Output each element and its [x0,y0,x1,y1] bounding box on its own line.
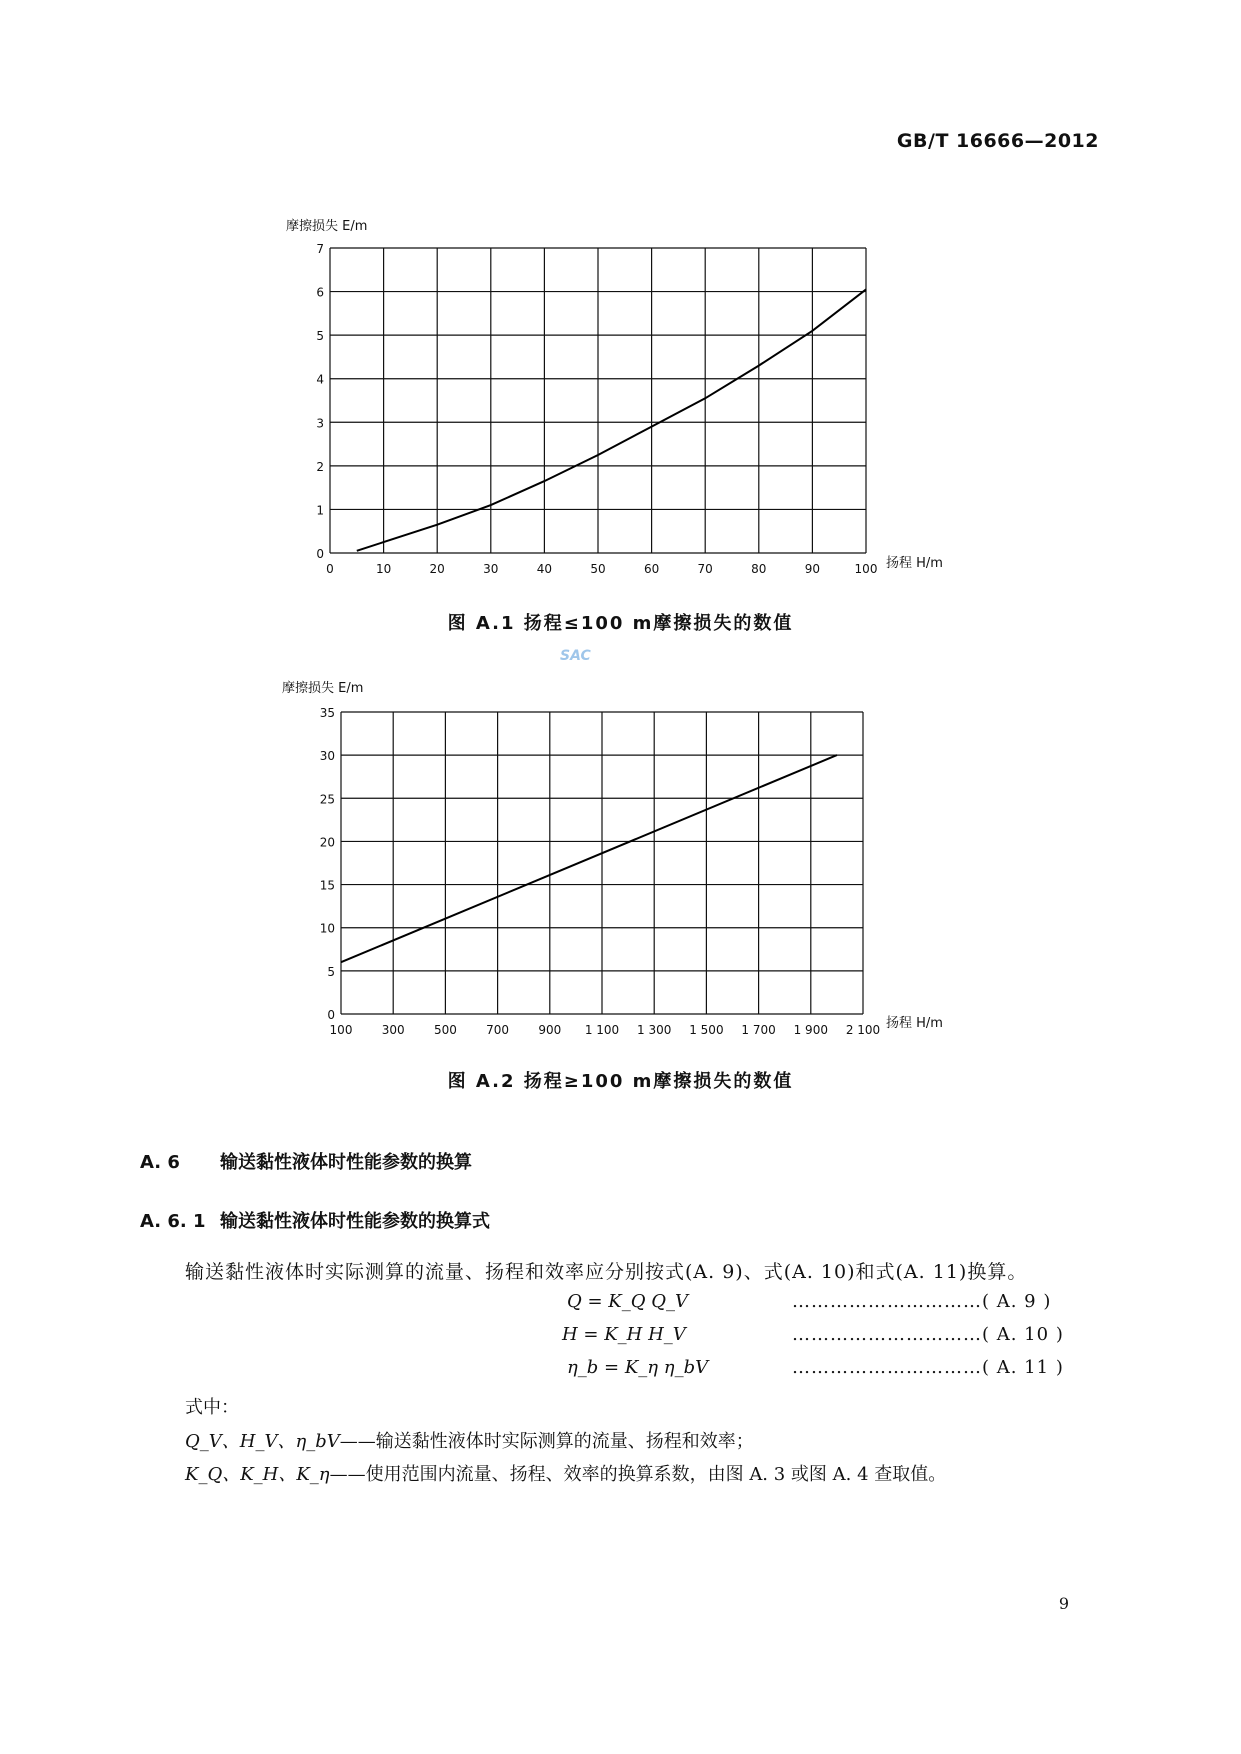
figure-a2-caption: 图 A.2 扬程≥100 m摩擦损失的数值 [447,1071,794,1092]
chart-a1-xtick-label: 90 [804,562,821,576]
chart-a1-ytick-label: 2 [316,459,324,474]
chart-a2-xtick-label: 1 500 [689,1023,724,1037]
where-label: 式中： [185,1397,239,1418]
chart-a2-xtick-label: 700 [486,1023,510,1037]
chart-a2-ylabel: 摩擦损失 E/m [282,681,364,696]
formula-a11: η_b = K_η η_bV [567,1357,709,1378]
chart-a2-xlabel: 扬程 H/m [886,1016,943,1031]
definition-symbols: K_Q、K_H、K_η [185,1464,330,1485]
chart-a2-series-line [341,755,837,962]
chart-a2-ytick-label: 10 [319,921,335,936]
chart-a2-xtick-label: 500 [433,1023,457,1037]
chart-a2-xtick-label: 1 100 [584,1023,620,1037]
chart-a1-ytick-label: 1 [316,503,324,518]
formula-a9: Q = K_Q Q_V [567,1291,688,1312]
section-a6-number: A. 6 [140,1152,180,1173]
chart-a1-xtick-label: 40 [536,562,553,576]
chart-a2-ytick-label: 30 [319,749,335,764]
definition-row [185,1427,754,1453]
standard-code: GB/T 16666—2012 [896,130,1099,152]
definition-text: ——使用范围内流量、扬程、效率的换算系数，由图 A. 3 或图 A. 4 查取值。 [329,1464,947,1485]
chart-a1-xtick-label: 70 [697,562,713,576]
chart-a1-xtick-label: 50 [590,562,606,576]
chart-a1-ytick-label: 4 [316,372,324,387]
chart-a1-ylabel: 摩擦损失 E/m [286,219,368,234]
formula-a10-ref: …………………………( A. 10 ) [792,1324,1064,1345]
definition-row [185,1460,946,1486]
chart-a1-ytick-label: 0 [316,547,324,561]
chart-a2-xtick-label: 300 [381,1023,405,1037]
section-a6-heading [140,1148,472,1174]
chart-a1-xtick-label: 80 [751,562,767,576]
page-number: 9 [1058,1594,1069,1613]
section-a6-title: 输送黏性液体时性能参数的换算 [220,1152,472,1173]
chart-a1-ytick-label: 5 [316,329,324,344]
chart-a2-xtick-label: 100 [329,1023,353,1037]
chart-a2-xtick-label: 1 700 [741,1023,776,1037]
definition-symbols: Q_V、H_V、η_bV [185,1431,340,1452]
chart-a2-ytick-label: 0 [327,1008,335,1022]
chart-a1-xtick-label: 20 [429,562,445,576]
chart-a1-ytick-label: 3 [316,416,324,431]
formula-a11-ref: …………………………( A. 11 ) [792,1357,1064,1378]
sac-watermark: SAC [560,648,591,664]
chart-a1-xtick-label: 100 [854,562,878,576]
section-a61-number: A. 6. 1 [140,1211,206,1232]
chart-a2-ytick-label: 20 [319,835,335,850]
chart-a1-xlabel: 扬程 H/m [886,556,943,571]
formula-a10: H = K_H H_V [562,1324,686,1345]
section-a61-heading [140,1207,490,1233]
chart-a2-ytick-label: 25 [319,792,335,807]
chart-a2-xtick-label: 900 [538,1023,562,1037]
formula-a9-ref: …………………………( A. 9 ) [792,1291,1052,1312]
definition-text: ——输送黏性液体时实际测算的流量、扬程和效率； [339,1431,754,1452]
chart-a1-xtick-label: 0 [326,562,334,576]
intro-paragraph: 输送黏性液体时实际测算的流量、扬程和效率应分别按式(A. 9)、式(A. 10)和式(A. 11)换算。 [185,1261,1028,1283]
chart-a2-xtick-label: 1 900 [793,1023,828,1037]
section-a61-title: 输送黏性液体时性能参数的换算式 [220,1211,490,1232]
chart-a1-xtick-label: 60 [643,562,660,576]
chart-a2-xtick-label: 1 300 [637,1023,672,1037]
chart-a1-xtick-label: 30 [483,562,499,576]
chart-a2-ytick-label: 15 [319,878,335,893]
chart-a2-ytick-label: 5 [327,964,335,979]
chart-a1-ytick-label: 6 [316,285,324,300]
chart-a1-xtick-label: 10 [375,562,392,576]
figure-a1-caption: 图 A.1 扬程≤100 m摩擦损失的数值 [447,613,794,634]
chart-a2-xtick-label: 2 100 [845,1023,881,1037]
chart-a2-ytick-label: 35 [319,706,335,720]
chart-a1-ytick-label: 7 [316,242,324,256]
